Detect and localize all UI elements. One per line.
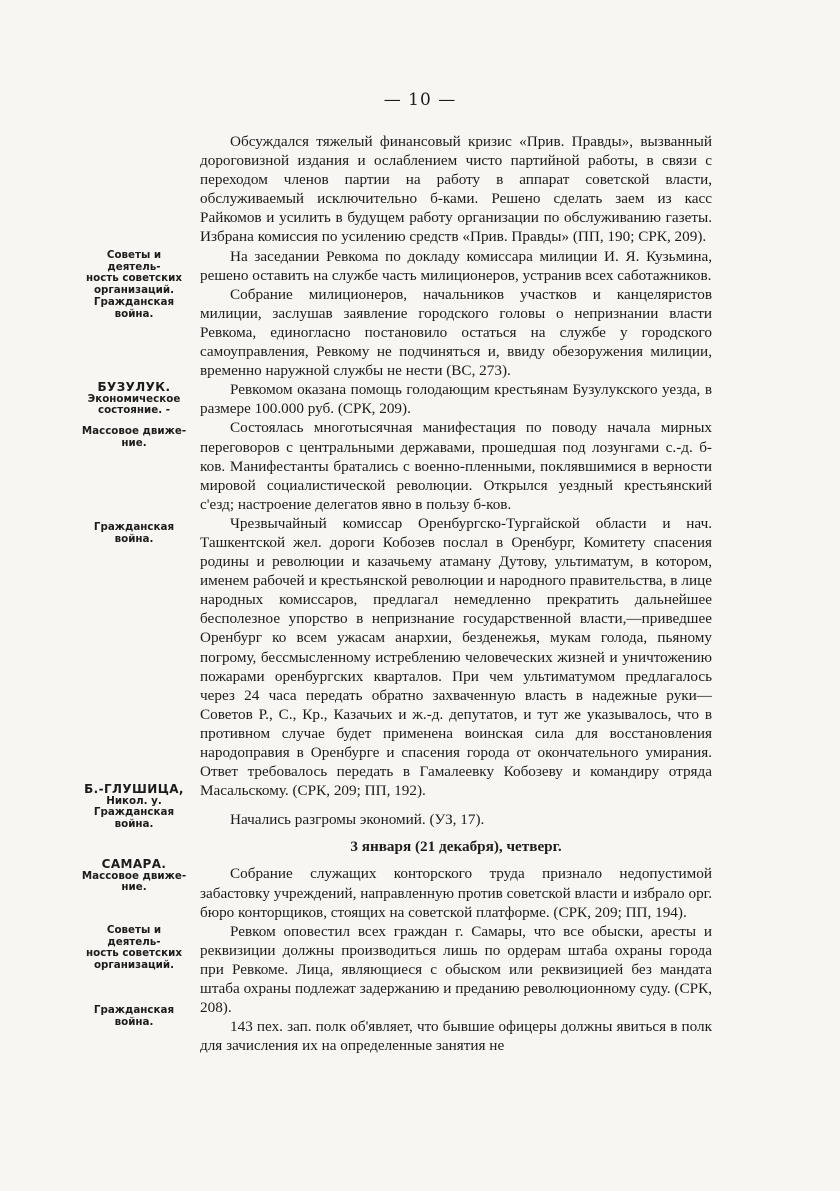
body-text xyxy=(200,132,712,1055)
margin-note-line: война. xyxy=(114,1015,154,1028)
margin-note-line: организаций. xyxy=(93,283,174,296)
margin-note-line: Гражданская xyxy=(93,296,175,308)
margin-note-line: Экономическое xyxy=(87,392,181,405)
paragraph-buzuluk-aid: Ревкомом оказана помощь голодающим крестьянам Бузулукского уезда, в размере 100.000 руб. (СРК, 209). xyxy=(200,381,712,418)
paragraph-militia-report: На заседании Ревкома по докладу комиссара милиции И. Я. Кузьмина, решено оставить на службе часть милиционеров, устранив всех саботажников. xyxy=(200,247,712,284)
margin-note-line: Массовое движе- xyxy=(81,425,187,437)
margin-note-line: Гражданская xyxy=(93,1004,175,1016)
margin-note-line: Никол. у. xyxy=(106,794,162,807)
margin-note-line: Советы и деятель- xyxy=(106,924,162,948)
margin-note-line: организаций. xyxy=(93,958,174,971)
margin-note-line: ность советских xyxy=(86,272,182,285)
margin-note-line: состояние. - xyxy=(97,404,171,417)
margin-note-place: БУЗУЛУК. xyxy=(97,380,171,394)
margin-note-civil-war xyxy=(80,522,188,545)
margin-note-samara xyxy=(80,859,188,894)
margin-note-b-glushitsa xyxy=(80,784,188,830)
paragraph-finance-crisis: Обсуждался тяжелый финансовый кризис «Прив. Правды», вызванный дороговизной издания и ослаблением чисто партийной работы, в связи с переходом членов партии на работу в аппарат советской власти, обслуживаемый исключительно б-ками. Решено сделать заем из касс Райкомов и усилить в будущем работу организации по обслуживанию газеты. Избрана комиссия по усилению средств «Прив. Правды» (ПП, 190; СРК, 209). xyxy=(200,133,712,246)
margin-note-line: Гражданская xyxy=(93,521,175,533)
date-heading: 3 января (21 декабря), четверг. xyxy=(350,838,562,856)
margin-note-place: Б.-ГЛУШИЦА, xyxy=(84,782,184,796)
margin-note-line: Советы и деятель- xyxy=(106,249,162,273)
paragraph-militia-meeting: Собрание милиционеров, начальников участков и канцеляристов милиции, заслушав заявление городского головы о непризнании власти Ревкома, единогласно постановило остаться на службе у городского самоуправления, Ревкому не подчиняться и, ввиду обезоружения милиции, временно наружной службы не нести (ВС, 273). xyxy=(200,285,712,380)
margin-note-line: ность советских xyxy=(86,947,182,960)
paragraph-regiment: 143 пех. зап. полк об'являет, что бывшие офицеры должны явиться в полк для зачисления их на определенные занятия не xyxy=(200,1018,712,1055)
margin-note-buzuluk xyxy=(80,382,188,417)
margin-note-soviets xyxy=(80,925,188,971)
paragraph-manifestation: Состоялась многотысячная манифестация по поводу начала мирных переговоров с центральными державами, прошедшая под лозунгами с.-д. б-ков. Манифестанты братались с военно-пленными, поклявшимися в верности мировой социалистической революции. Открылся уездный крестьянский с'езд; настроение делегатов явно в пользу б-ков. xyxy=(200,419,712,513)
margin-note-line: Гражданская xyxy=(93,806,175,819)
margin-note-line: Массовое движе- xyxy=(81,869,187,882)
margin-note-place: САМАРА. xyxy=(101,857,167,871)
margin-note-line: война. xyxy=(114,307,154,320)
margin-note-civil-war xyxy=(80,297,188,320)
margin-note-line: война. xyxy=(114,817,154,830)
page-number: — 10 — xyxy=(383,90,457,110)
margin-note-line: ние. xyxy=(121,436,147,449)
margin-note-civil-war xyxy=(80,1005,188,1028)
margin-note-mass-movement xyxy=(80,426,188,449)
paragraph-office-workers: Собрание служащих конторского труда признало недопустимой забастовку учреждений, направленную против советской власти и избрало орг. бюро конторщиков, стоящих на советской платформе. (СРК, 209; ПП, 194). xyxy=(200,865,712,921)
margin-note-line: война. xyxy=(114,532,154,545)
margin-note-soviets xyxy=(80,250,188,296)
paragraph-ultimatum: Чрезвычайный комиссар Оренбургско-Тургайской области и нач. Ташкентской жел. дороги Кобозев послал в Оренбург, Комитету спасения родины и революции и казачьему атаману Дутову, ультиматум, в котором, именем рабочей и крестьянской революции и народного правительства, в лице народных комиссаров, предлагал немедленно прекратить дальнейшее бесполезное упорство в непризнание государственной власти,—приведшее Оренбург ко всем ужасам анархии, безденежья, мукам голода, пьяному погрому, бессмысленному истреблению человеческих жизней и уничтожению пожарами оренбургских кварталов. При чем ультиматумом предлагалось через 24 часа передать обратно захваченную власть в надежные руки—Советов Р., С., Кр., Казачьих и ж.-д. депутатов, и тут же указывалось, что в противном случае будет применена воинская сила для восстановления народоправия в Оренбурге и спасения города от окончательного умирания. Ответ требовалось передать в Гамалеевку Кобозеву и командиру отряда Масальскому. (СРК, 209; ПП, 192). xyxy=(200,514,712,800)
margin-note-line: ние. xyxy=(121,881,147,894)
paragraph-economies: Начались разгромы экономий. (УЗ, 17). xyxy=(230,811,485,829)
paragraph-searches: Ревком оповестил всех граждан г. Самары, что все обыски, аресты и реквизиции должны производиться лишь по ордерам штаба охраны города при Ревкоме. Лица, являющиеся с обыском или реквизицией без мандата штаба охраны подлежат задержанию и преданию революционному суду. (СРК, 208). xyxy=(200,922,712,1017)
